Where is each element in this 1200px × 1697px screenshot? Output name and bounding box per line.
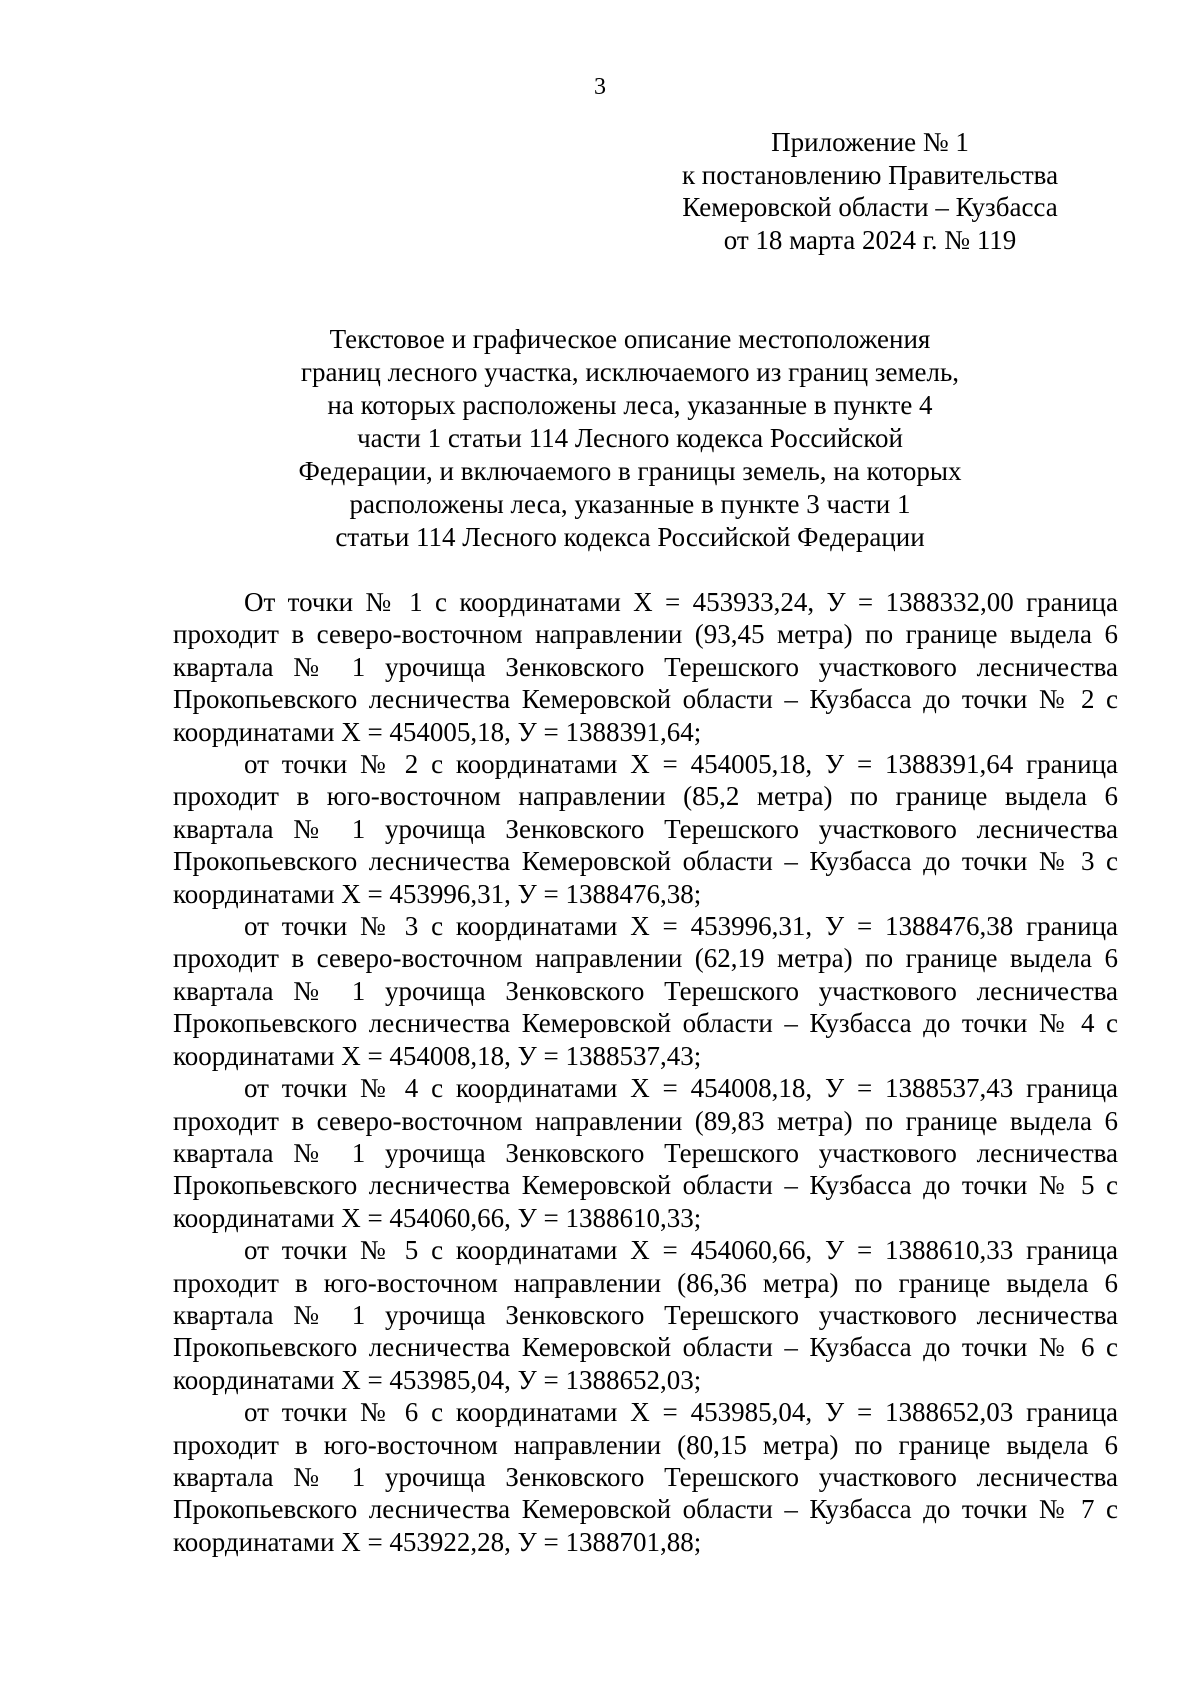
page-number: 3 [594, 74, 606, 100]
paragraph-line: координатами Х = 453922,28, У = 1388701,88; [173, 1526, 702, 1557]
appendix-line: к постановлению Правительства [681, 159, 1059, 190]
paragraph-line: От точки № 1 с координатами Х = 453933,24, У = 1388332,00 граница [244, 587, 1118, 617]
title-line: границ лесного участка, исключаемого из границ земель, [300, 357, 960, 387]
paragraph-line: квартала № 1 урочища Зенковского Терешского участкового лесничества [173, 651, 1118, 682]
paragraph-line: от точки № 3 с координатами Х = 453996,31, У = 1388476,38 граница [244, 911, 1118, 942]
boundary-paragraph [173, 910, 1118, 1072]
paragraph-line: квартала № 1 урочища Зенковского Терешского участкового лесничества [173, 1137, 1118, 1168]
paragraph-line: проходит в юго-восточном направлении (86,36 метра) по границе выдела 6 [173, 1267, 1118, 1298]
paragraph-line: Прокопьевского лесничества Кемеровской области – Кузбасса до точки № 5 с [173, 1170, 1118, 1201]
paragraph-line: Прокопьевского лесничества Кемеровской области – Кузбасса до точки № 6 с [173, 1332, 1118, 1363]
paragraph-line: координатами Х = 454005,18, У = 1388391,64; [173, 716, 702, 747]
paragraph-line: Прокопьевского лесничества Кемеровской области – Кузбасса до точки № 3 с [173, 846, 1118, 877]
paragraph-line: проходит в северо-восточном направлении (62,19 метра) по границе выдела 6 [173, 943, 1118, 974]
title-line: статьи 114 Лесного кодекса Российской Федерации [335, 522, 925, 552]
appendix-line: Кемеровской области – Кузбасса [682, 192, 1058, 222]
paragraph-line: от точки № 4 с координатами Х = 454008,18, У = 1388537,43 граница [244, 1073, 1118, 1104]
paragraph-line: координатами Х = 454008,18, У = 1388537,43; [173, 1040, 702, 1071]
paragraph-line: проходит в юго-восточном направлении (85,2 метра) по границе выдела 6 [173, 781, 1118, 812]
paragraph-line: от точки № 2 с координатами Х = 454005,18, У = 1388391,64 граница [244, 749, 1118, 780]
body-text [173, 586, 1118, 1558]
paragraph-line: квартала № 1 урочища Зенковского Терешского участкового лесничества [173, 975, 1118, 1006]
paragraph-line: координатами Х = 453985,04, У = 1388652,03; [173, 1364, 702, 1395]
boundary-paragraph [173, 1396, 1118, 1558]
boundary-paragraph [173, 1072, 1118, 1234]
boundary-paragraph [173, 1234, 1118, 1396]
paragraph-line: проходит в северо-восточном направлении (89,83 метра) по границе выдела 6 [173, 1105, 1118, 1136]
paragraph-line: квартала № 1 урочища Зенковского Терешского участкового лесничества [173, 813, 1118, 844]
title-line: Федерации, и включаемого в границы земель, на которых [298, 456, 962, 486]
title-line: расположены леса, указанные в пункте 3 части 1 [349, 489, 911, 519]
paragraph-line: квартала № 1 урочища Зенковского Терешского участкового лесничества [173, 1461, 1118, 1492]
boundary-paragraph [173, 586, 1118, 748]
paragraph-line: Прокопьевского лесничества Кемеровской области – Кузбасса до точки № 2 с [173, 684, 1118, 715]
appendix-line: от 18 марта 2024 г. № 119 [723, 224, 1017, 255]
paragraph-line: от точки № 5 с координатами Х = 454060,66, У = 1388610,33 граница [244, 1235, 1118, 1266]
title-line: на которых расположены леса, указанные в пункте 4 [327, 390, 933, 420]
title-line: части 1 статьи 114 Лесного кодекса Российской [357, 423, 903, 453]
paragraph-line: проходит в юго-восточном направлении (80,15 метра) по границе выдела 6 [173, 1429, 1118, 1460]
paragraph-line: координатами Х = 454060,66, У = 1388610,33; [173, 1202, 702, 1233]
paragraph-line: проходит в северо-восточном направлении (93,45 метра) по границе выдела 6 [173, 619, 1118, 650]
appendix-header [640, 126, 1100, 256]
paragraph-line: квартала № 1 урочища Зенковского Терешского участкового лесничества [173, 1299, 1118, 1330]
title-line: Текстовое и графическое описание местоположения [329, 324, 931, 354]
appendix-line: Приложение № 1 [771, 127, 969, 157]
document-title [180, 323, 1080, 554]
paragraph-line: координатами Х = 453996,31, У = 1388476,38; [173, 878, 702, 909]
paragraph-line: от точки № 6 с координатами Х = 453985,04, У = 1388652,03 граница [244, 1397, 1118, 1428]
boundary-paragraph [173, 748, 1118, 910]
paragraph-line: Прокопьевского лесничества Кемеровской области – Кузбасса до точки № 4 с [173, 1008, 1118, 1039]
paragraph-line: Прокопьевского лесничества Кемеровской области – Кузбасса до точки № 7 с [173, 1494, 1118, 1525]
